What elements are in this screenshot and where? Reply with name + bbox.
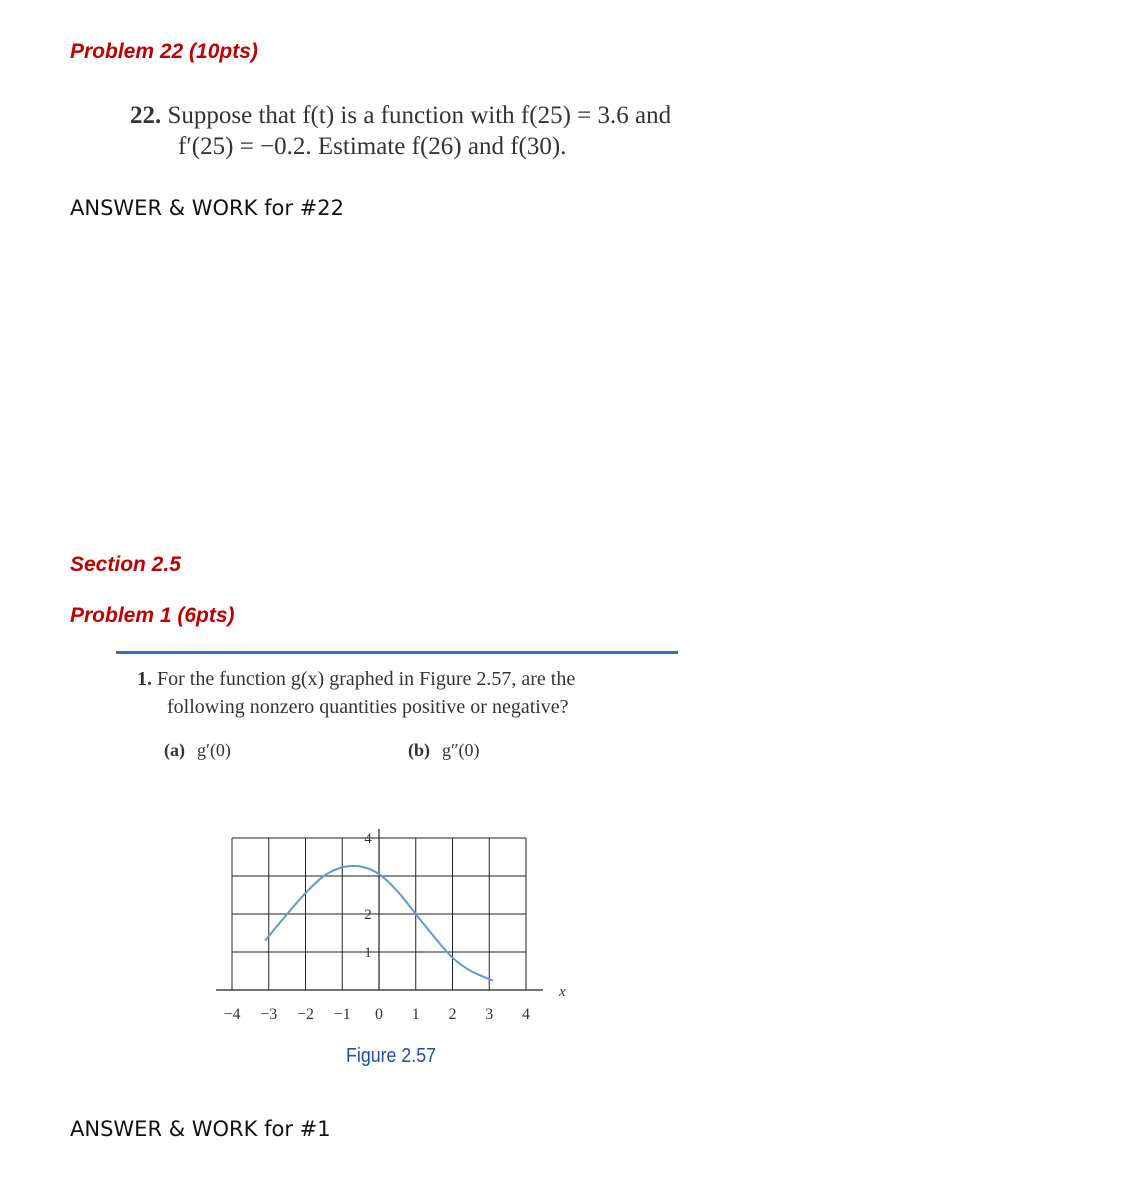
- answer-label-1: ANSWER & WORK for #1: [70, 1117, 331, 1141]
- y-tick-label: 1: [364, 945, 372, 961]
- problem-1-text-1: For the function g(x) graphed in Figure 2.57, are the: [157, 668, 576, 690]
- problem-1-number: 1.: [137, 668, 152, 690]
- x-tick-label: −4: [223, 1006, 241, 1023]
- x-tick-label: 4: [522, 1006, 530, 1023]
- problem-22-heading: Problem 22 (10pts): [70, 40, 258, 63]
- problem-1-line-2: following nonzero quantities positive or negative?: [167, 696, 569, 718]
- problem-1-heading: Problem 1 (6pts): [70, 604, 235, 627]
- y-tick-label: 2: [364, 907, 372, 923]
- x-tick-label: 2: [448, 1006, 457, 1023]
- section-heading: Section 2.5: [70, 553, 181, 576]
- part-b-label: (b): [408, 740, 430, 760]
- x-axis-label: x: [559, 984, 566, 1000]
- answer-label-22: ANSWER & WORK for #22: [70, 196, 344, 220]
- problem-22-line-2: f′(25) = −0.2. Estimate f(26) and f(30).: [178, 133, 567, 160]
- chart-axes: [216, 829, 543, 990]
- x-tick-label: −1: [333, 1006, 351, 1023]
- y-tick-label: 4: [364, 831, 372, 847]
- chart-tick-labels: [223, 831, 530, 1023]
- part-a-text: g′(0): [197, 740, 231, 760]
- figure-caption: Figure 2.57: [346, 1045, 436, 1067]
- x-tick-label: 1: [411, 1006, 420, 1023]
- x-tick-label: −2: [296, 1006, 315, 1023]
- problem-22-text-1: Suppose that f(t) is a function with f(25) = 3.6 and: [167, 102, 672, 129]
- part-a-label: (a): [164, 740, 185, 760]
- part-b-text: g″(0): [442, 740, 480, 760]
- problem-22-number: 22.: [130, 102, 162, 129]
- x-tick-label: 3: [485, 1006, 494, 1023]
- x-tick-label: −3: [260, 1006, 278, 1023]
- x-tick-label: 0: [375, 1006, 383, 1023]
